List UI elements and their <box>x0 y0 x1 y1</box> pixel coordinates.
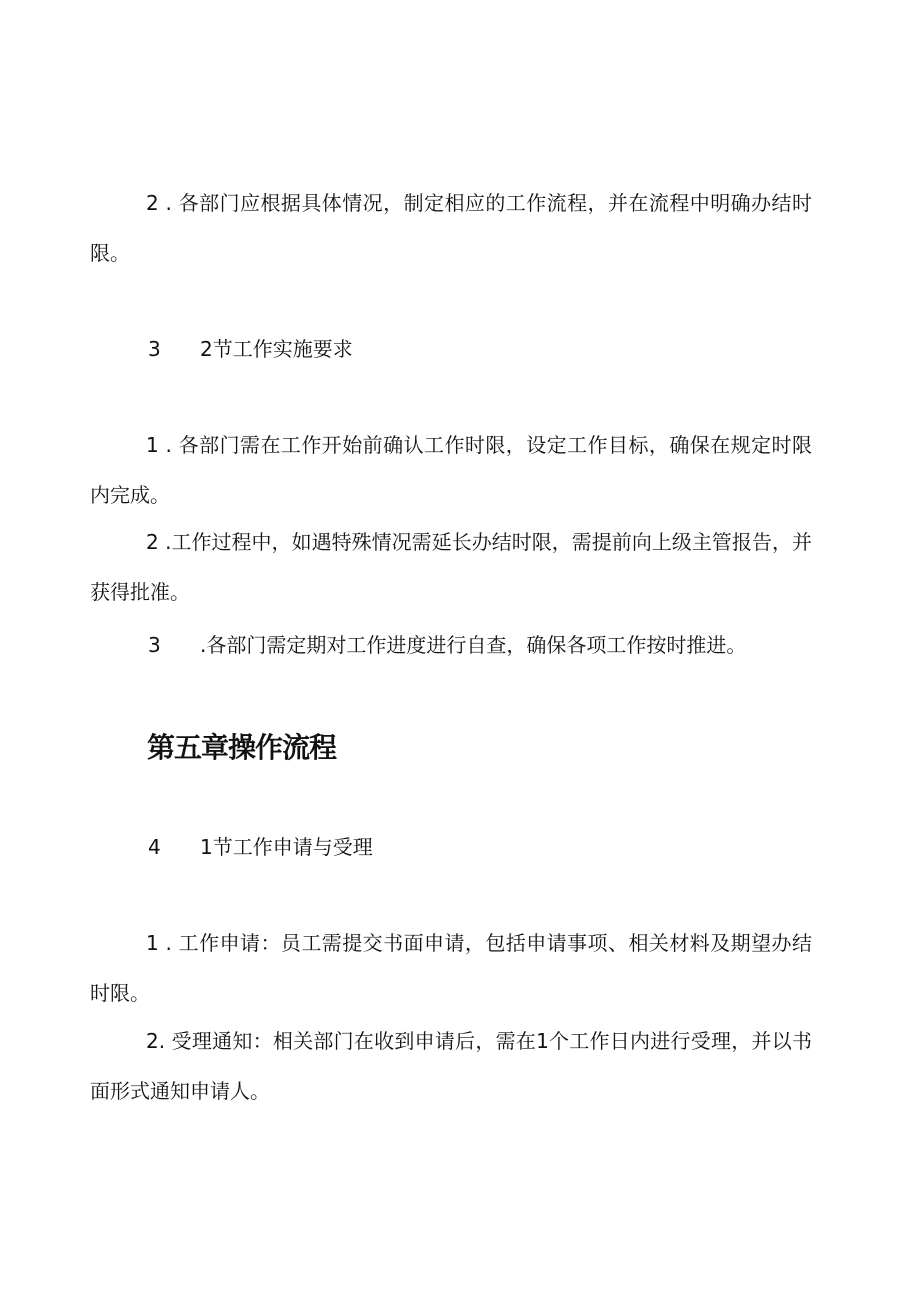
paragraph-confirm-deadline: 1 . 各部门需在工作开始前确认工作时限，设定工作目标，确保在规定时限内完成。 <box>90 433 812 507</box>
section-heading-implementation <box>90 334 812 364</box>
paragraph-work-application: 1 . 工作申请：员工需提交书面申请，包括申请事项、相关材料及期望办结时限。 <box>90 931 812 1005</box>
section-title: 2节工作实施要求 <box>200 337 353 361</box>
section-heading-application <box>90 832 812 862</box>
paragraph-workflow-deadline: 2 . 各部门应根据具体情况，制定相应的工作流程，并在流程中明确办结时限。 <box>90 191 812 265</box>
section-number: 4 <box>148 835 161 859</box>
item-text: .各部门需定期对工作进度进行自查，确保各项工作按时推进。 <box>200 633 747 657</box>
paragraph-self-check <box>90 630 812 660</box>
item-number: 3 <box>148 633 161 657</box>
paragraph-extension-report: 2 .工作过程中，如遇特殊情况需延长办结时限，需提前向上级主管报告，并获得批准。 <box>90 530 812 604</box>
section-number: 3 <box>148 337 161 361</box>
chapter-title: 第五章操作流程 <box>147 731 337 764</box>
section-title: 1节工作申请与受理 <box>200 835 373 859</box>
paragraph-acceptance-notice: 2. 受理通知：相关部门在收到申请后，需在1个工作日内进行受理，并以书面形式通知申请人。 <box>90 1029 812 1103</box>
